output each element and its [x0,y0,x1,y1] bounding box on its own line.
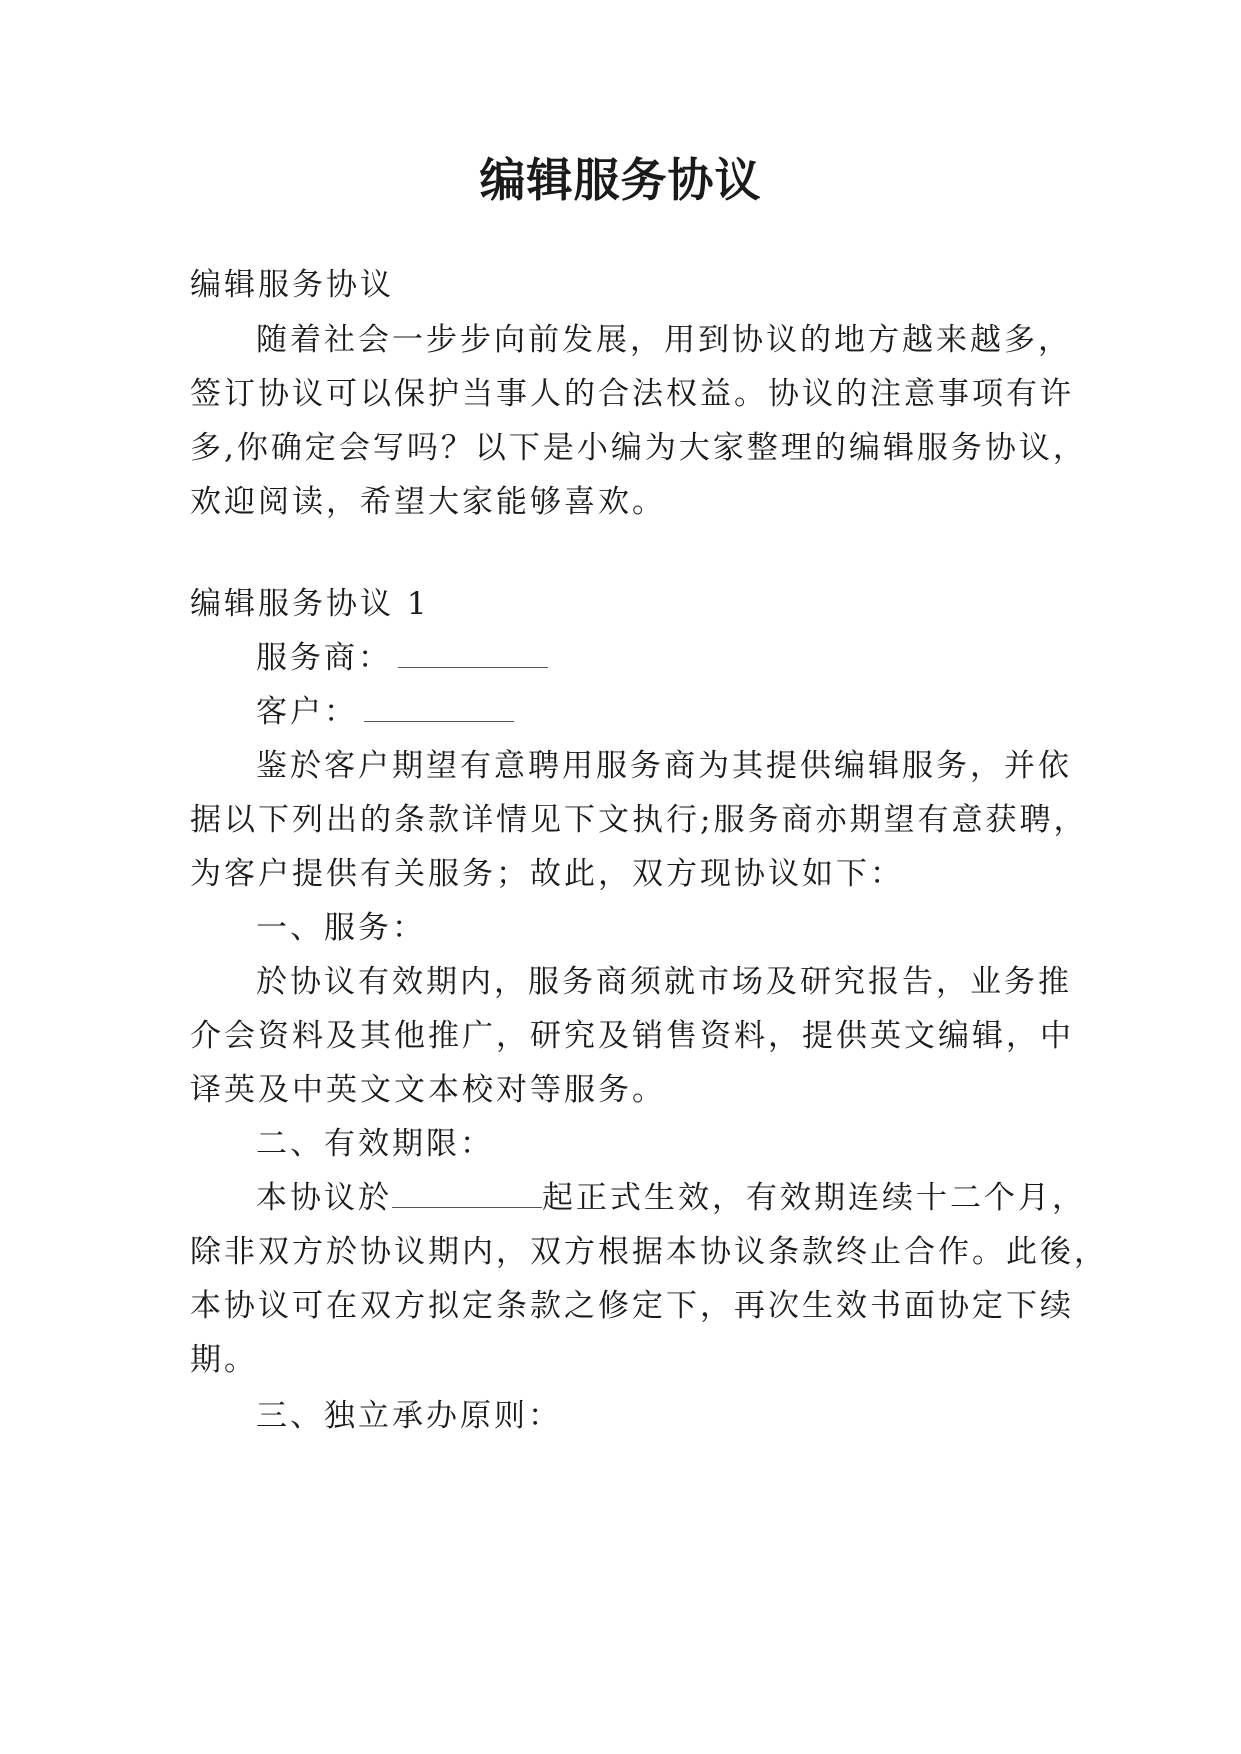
client-label: 客户： [256,694,358,730]
preamble-line-2: 据以下列出的条款详情见下文执行;服务商亦期望有意获聘， [190,802,1088,838]
clause1-line-3: 译英及中英文文本校对等服务。 [190,1072,666,1108]
clause2-line-1 [256,1176,1086,1220]
clause2-line-2: 除非双方於协议期内，双方根据本协议条款终止合作。此後， [190,1234,1108,1270]
intro-line-2: 签订协议可以保护当事人的合法权益。协议的注意事项有许 [190,376,1074,412]
client-field [256,690,514,734]
clause1-heading: 一、服务： [256,910,426,946]
preamble-line-3: 为客户提供有关服务；故此，双方现协议如下： [190,856,904,892]
preamble-line-1: 鉴於客户期望有意聘用服务商为其提供编辑服务，并依 [256,748,1072,784]
effective-date-blank-line [392,1177,542,1208]
clause1-line-1: 於协议有效期内，服务商须就市场及研究报告，业务推 [256,964,1072,1000]
intro-line-1: 随着社会一步步向前发展，用到协议的地方越来越多， [256,322,1072,358]
client-blank-line [364,691,514,722]
section-heading: 编辑服务协议 1 [190,586,430,622]
document-title: 编辑服务协议 [479,153,762,207]
provider-label: 服务商： [256,640,392,676]
clause2-line-4: 期。 [190,1342,258,1378]
provider-blank-line [398,637,548,668]
document-subtitle: 编辑服务协议 [190,267,394,303]
clause3-heading: 三、独立承办原则： [256,1398,562,1434]
clause2-line1-suffix: 起正式生效，有效期连续十二个月， [542,1180,1086,1216]
clause2-line-3: 本协议可在双方拟定条款之修定下，再次生效书面协定下续 [190,1288,1074,1324]
clause1-line-2: 介会资料及其他推广，研究及销售资料，提供英文编辑，中 [190,1018,1074,1054]
clause2-line1-prefix: 本协议於 [256,1180,392,1216]
intro-line-3: 多,你确定会写吗？以下是小编为大家整理的编辑服务协议， [190,430,1087,466]
intro-line-4: 欢迎阅读，希望大家能够喜欢。 [190,484,666,520]
clause2-heading: 二、有效期限： [256,1126,494,1162]
provider-field [256,636,548,680]
